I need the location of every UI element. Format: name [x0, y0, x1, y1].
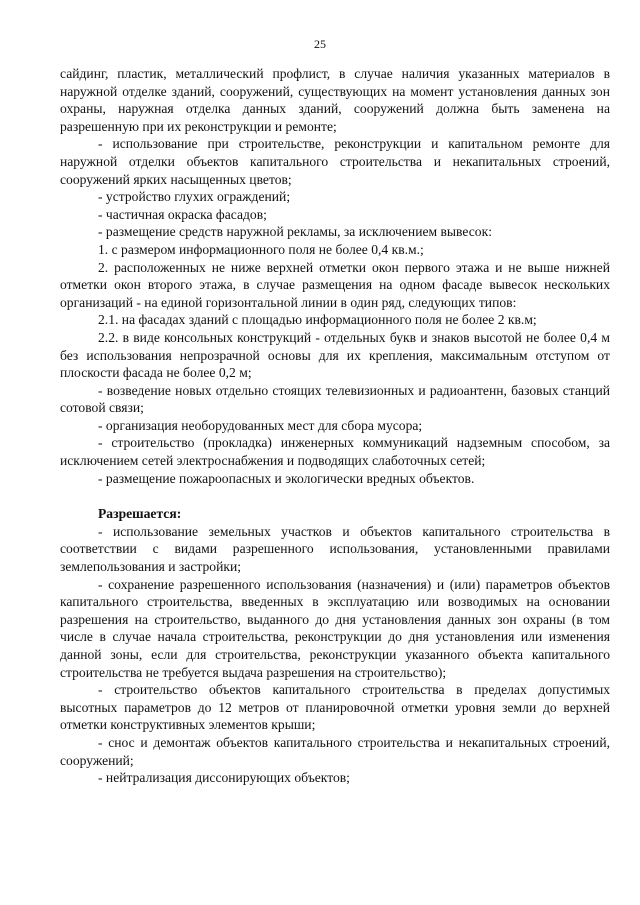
document-body [60, 65, 610, 787]
paragraph: 2.2. в виде консольных конструкций - отдельных букв и знаков высотой не более 0,4 м без использования непрозрачной основы для их крепления, максимальным отступом от плоскости фасада не более 0,2 м; [60, 329, 610, 381]
page-number: 25 [314, 37, 326, 51]
paragraph: - сохранение разрешенного использования (назначения) и (или) параметров объектов капитального строительства, введенных в эксплуатацию или возводимых на основании разрешения на строительство, выданного до дня установления данных зон охраны (в том числе в случае начала строительства, реконструкции до дня установления или изменения данной зоны, если для строительства, реконструкции указанного объекта капитального строительства не требуется выдача разрешения на строительство); [60, 576, 610, 680]
paragraph: - частичная окраска фасадов; [98, 206, 267, 222]
paragraph: 1. с размером информационного поля не более 0,4 кв.м.; [98, 241, 424, 257]
paragraph: сайдинг, пластик, металлический профлист, в случае наличия указанных материалов в наружной отделке зданий, сооружений, существующих на момент установления данных зон охраны, наружная отделка данных зданий, сооружений должна быть заменена на разрешенную при их реконструкции и ремонте; [60, 66, 610, 134]
paragraph: - нейтрализация диссонирующих объектов; [98, 770, 350, 786]
paragraph: - размещение пожароопасных и экологически вредных объектов. [98, 470, 475, 486]
paragraph: - строительство объектов капитального строительства в пределах допустимых высотных параметров до 12 метров от планировочной отметки уровня земли до верхней отметки конструктивных элементов крыши; [60, 682, 610, 733]
paragraph: - организация необорудованных мест для сбора мусора; [98, 417, 423, 433]
paragraph: - строительство (прокладка) инженерных коммуникаций надземным способом, за исключением сетей электроснабжения и подводящих слаботочных сетей; [60, 435, 610, 469]
prohibitions-list [60, 65, 610, 487]
paragraph: 2. расположенных не ниже верхней отметки окон первого этажа и не выше нижней отметки окон второго этажа, в случае размещения на одном фасаде вывесок нескольких организаций - на единой горизонтальной линии в один ряд, следующих типов: [60, 259, 610, 310]
paragraph: - устройство глухих ограждений; [98, 189, 291, 205]
paragraph: - снос и демонтаж объектов капитального строительства и некапитальных строений, сооружений; [60, 734, 610, 768]
allowed-list [60, 523, 610, 787]
paragraph: - использование земельных участков и объектов капитального строительства в соответствии с видами разрешенного использования, установленными правилами землепользования и застройки; [60, 523, 610, 575]
paragraph: - использование при строительстве, реконструкции и капитальном ремонте для наружной отделки объектов капитального строительства и некапитальных строений, сооружений ярких насыщенных цветов; [60, 136, 610, 187]
section-heading-allowed: Разрешается: [98, 506, 182, 522]
paragraph: - размещение средств наружной рекламы, за исключением вывесок: [98, 224, 492, 240]
paragraph: - возведение новых отдельно стоящих телевизионных и радиоантенн, базовых станций сотовой связи; [60, 382, 610, 416]
paragraph: 2.1. на фасадах зданий с площадью информационного поля не более 2 кв.м; [98, 312, 537, 328]
